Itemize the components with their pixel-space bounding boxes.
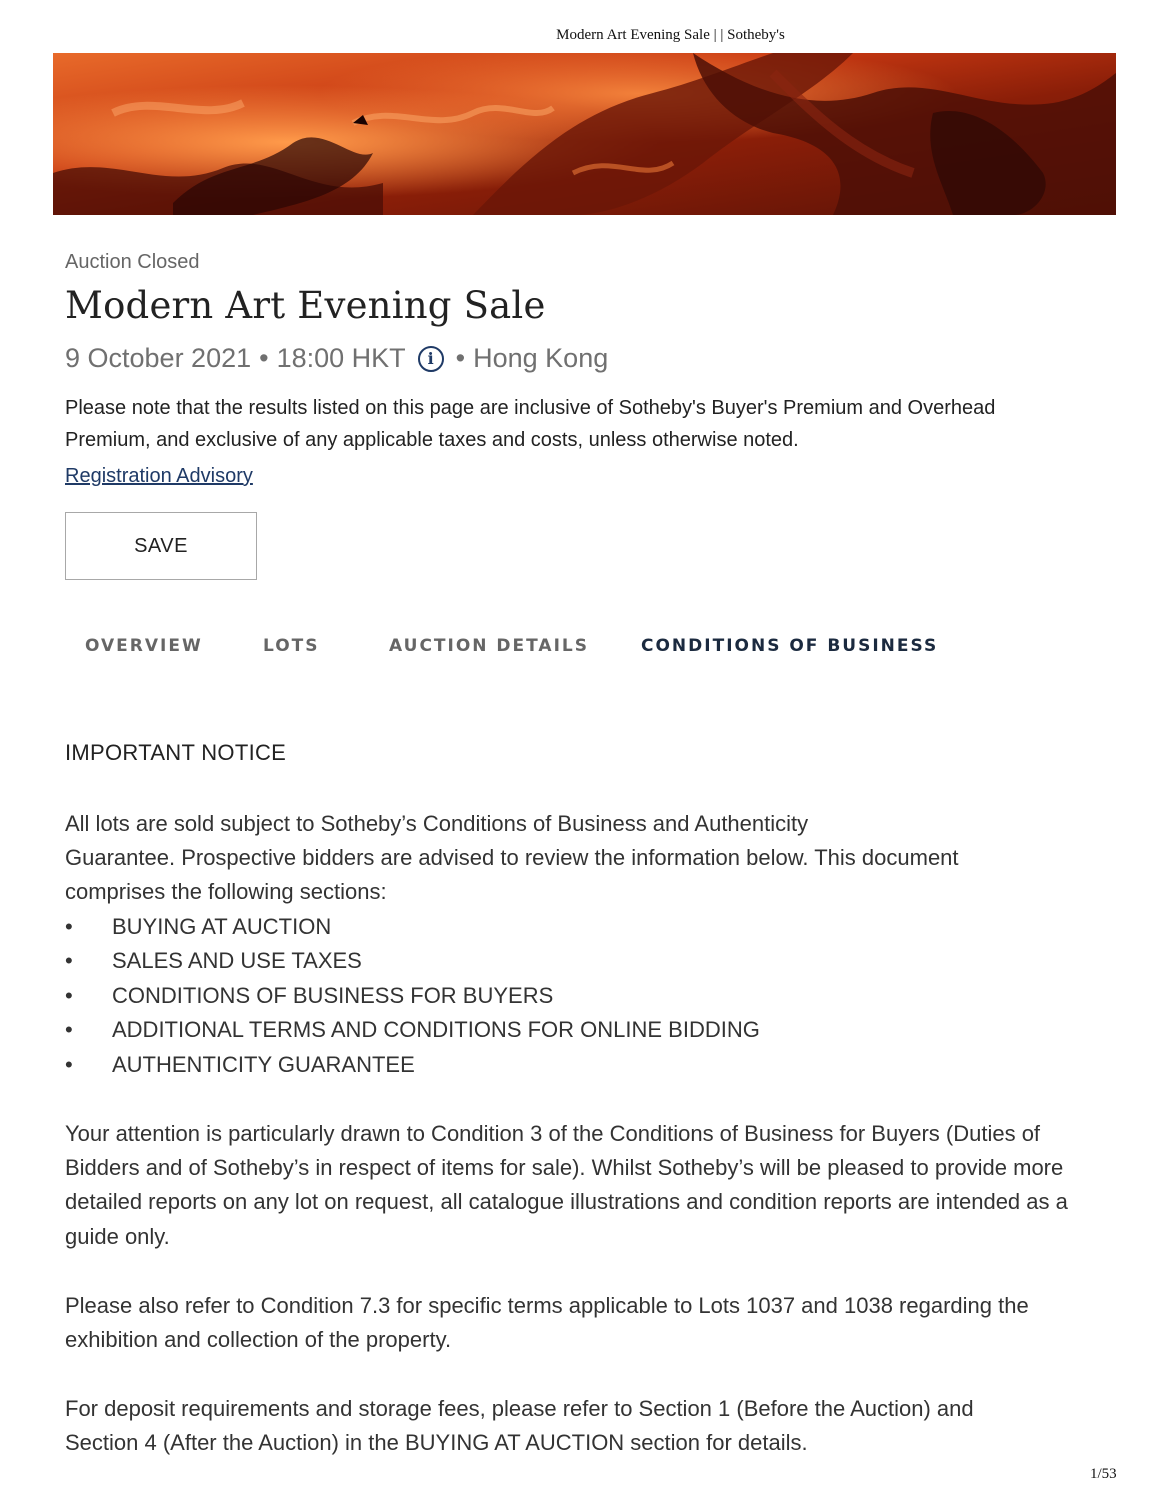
- list-item: [65, 944, 760, 978]
- sale-date: 9 October 2021: [65, 343, 252, 373]
- tab-lots[interactable]: LOTS: [263, 636, 320, 656]
- sale-meta: [65, 343, 608, 374]
- auction-status: Auction Closed: [65, 251, 200, 273]
- abstract-painting-banner-icon: [53, 53, 1116, 215]
- list-item-label: CONDITIONS OF BUSINESS FOR BUYERS: [112, 982, 554, 1008]
- list-item: [65, 979, 760, 1013]
- meta-separator: •: [455, 343, 466, 373]
- list-item: [65, 1048, 760, 1082]
- list-item: [65, 1013, 760, 1047]
- sale-title: Modern Art Evening Sale: [65, 284, 546, 327]
- bullet-icon: •: [65, 1051, 73, 1077]
- tab-overview[interactable]: OVERVIEW: [85, 636, 203, 656]
- meta-separator: •: [259, 343, 269, 373]
- bullet-icon: •: [65, 914, 73, 939]
- intro-paragraph: [65, 807, 1105, 910]
- auction-banner-image: [53, 53, 1116, 215]
- bullet-icon: •: [65, 948, 73, 974]
- results-note: Please note that the results listed on this page are inclusive of Sotheby's Buyer's Premium and Overhead Premium, and exclusive of any applicable taxes and costs, unless otherwise noted.: [65, 397, 996, 451]
- page-number: 1/53: [1090, 1466, 1117, 1482]
- tab-conditions-of-business[interactable]: CONDITIONS OF BUSINESS: [641, 636, 939, 656]
- intro-line-1: All lots are sold subject to Sotheby’s Conditions of Business and Authenticity: [65, 811, 809, 836]
- list-item: [65, 910, 760, 944]
- section-heading: IMPORTANT NOTICE: [65, 740, 287, 765]
- list-item-label: ADDITIONAL TERMS AND CONDITIONS FOR ONLINE BIDDING: [112, 1017, 760, 1043]
- registration-advisory-link[interactable]: Registration Advisory: [65, 465, 253, 487]
- deposit-paragraph: For deposit requirements and storage fees, please refer to Section 1 (Before the Auction) and Section 4 (After the Auction) in the BUYING AT AUCTION section for details.: [65, 1396, 974, 1456]
- bullet-icon: •: [65, 1017, 73, 1043]
- attention-paragraph: Your attention is particularly drawn to Condition 3 of the Conditions of Business for Buyers (Duties of Bidders and of Sotheby’s in respect of items for sale). Whilst Sotheby’s will be pleased to provide more detailed reports on any lot on request, all catalogue illustrations and condition reports are intended as a guide only.: [65, 1121, 1068, 1249]
- sections-list: [65, 910, 760, 1082]
- list-item-label: BUYING AT AUCTION: [112, 914, 332, 939]
- sale-time: 18:00 HKT: [276, 343, 406, 373]
- save-button[interactable]: SAVE: [65, 512, 257, 580]
- bullet-icon: •: [65, 982, 73, 1008]
- list-item-label: AUTHENTICITY GUARANTEE: [112, 1051, 415, 1077]
- condition-paragraph: Please also refer to Condition 7.3 for specific terms applicable to Lots 1037 and 1038 regarding the exhibition and collection of the property.: [65, 1293, 1029, 1353]
- document-title: Modern Art Evening Sale | | Sotheby's: [556, 27, 785, 43]
- intro-line-2: Guarantee. Prospective bidders are advised to review the information below. This document comprises the following sections:: [65, 845, 959, 905]
- list-item-label: SALES AND USE TAXES: [112, 948, 362, 974]
- tab-auction-details[interactable]: AUCTION DETAILS: [389, 636, 589, 656]
- info-icon[interactable]: i: [418, 346, 444, 372]
- sale-location: Hong Kong: [473, 343, 609, 373]
